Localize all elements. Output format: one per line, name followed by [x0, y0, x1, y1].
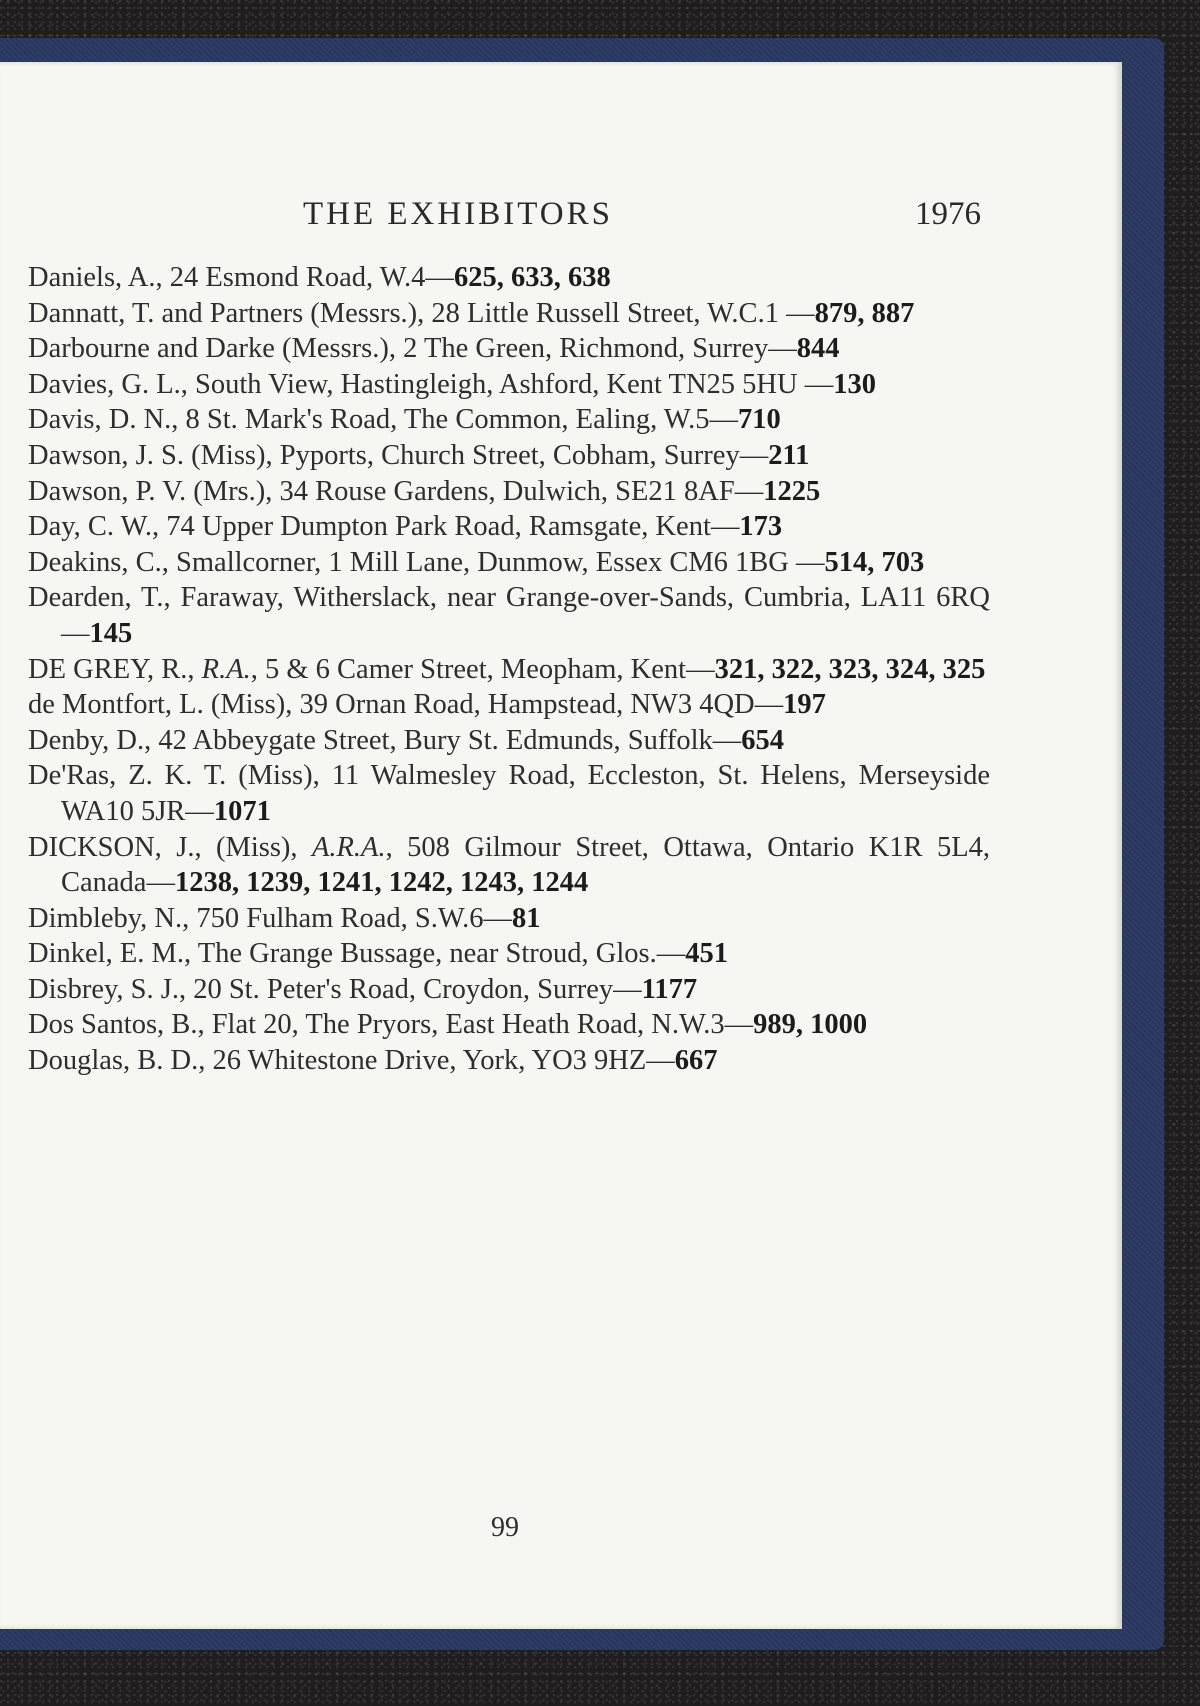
running-head-year: 1976 — [915, 196, 981, 232]
exhibit-numbers: 844 — [796, 333, 840, 365]
exhibit-numbers: 81 — [511, 902, 541, 934]
exhibitor-address: 20 St. Peter's Road, Croydon, Surrey— — [186, 973, 642, 1005]
exhibitor-name: de Montfort, L. (Miss), — [28, 689, 293, 721]
exhibitor-entry — [28, 758, 990, 829]
exhibit-numbers: 451 — [685, 938, 728, 970]
exhibitor-name: Dimbleby, N., — [28, 902, 190, 934]
exhibitor-name: Dawson, J. S. (Miss), — [28, 439, 273, 471]
exhibitor-name: Day, C. W., — [28, 511, 160, 543]
exhibitor-name: Dearden, T., — [28, 582, 171, 614]
exhibit-numbers: 1071 — [213, 795, 271, 827]
exhibitor-name: Dannatt, T. and Partners (Messrs.), — [28, 297, 425, 329]
exhibitor-name: Daniels, A., — [28, 262, 163, 293]
exhibitor-entry — [28, 901, 990, 937]
exhibitor-entry — [28, 687, 990, 723]
exhibitor-address: 39 Ornan Road, Hampstead, NW3 4QD— — [292, 689, 784, 721]
exhibitor-entry — [28, 1043, 990, 1079]
exhibitor-entry — [28, 723, 990, 759]
exhibitor-address: 2 The Green, Richmond, Surrey— — [396, 333, 797, 365]
running-head — [0, 196, 1122, 246]
exhibitor-entry — [28, 402, 990, 438]
exhibitor-name: Dos Santos, B., — [28, 1009, 205, 1041]
exhibitor-address: 74 Upper Dumpton Park Road, Ramsgate, Kent— — [159, 511, 740, 543]
exhibit-numbers: 197 — [783, 689, 826, 721]
exhibitor-name: Davies, G. L., — [28, 368, 188, 400]
exhibitor-entry — [28, 830, 990, 901]
exhibit-numbers: 321, 322, 323, 324, 325 — [714, 653, 986, 685]
exhibitor-name: Douglas, B. D., — [28, 1045, 206, 1077]
exhibitor-address: , 508 Gilmour Street, Ottawa, Ontario K1R 5L4, Canada— — [61, 831, 990, 899]
exhibitor-address: South View, Hastingleigh, Ashford, Kent TN25 5HU — — [187, 368, 834, 400]
exhibitor-address: The Grange Bussage, near Stroud, Glos.— — [191, 938, 686, 970]
exhibitor-entry — [28, 936, 990, 972]
exhibitor-address: 11 Walmesley Road, Eccleston, St. Helens, Merseyside WA10 5JR— — [61, 760, 990, 827]
exhibitor-address: 28 Little Russell Street, W.C.1 — — [424, 297, 815, 329]
exhibitor-name: Deakins, C., — [28, 546, 169, 578]
exhibitor-address: Pyports, Church Street, Cobham, Surrey— — [272, 439, 769, 471]
exhibit-numbers: 667 — [674, 1045, 718, 1077]
exhibitor-address: 42 Abbeygate Street, Bury St. Edmunds, Suffolk— — [151, 724, 742, 756]
exhibitor-entry — [28, 367, 990, 403]
exhibit-numbers: 514, 703 — [824, 546, 925, 578]
exhibitor-address: 750 Fulham Road, S.W.6— — [189, 902, 512, 934]
exhibitor-entry — [28, 474, 990, 510]
exhibitor-list — [28, 260, 990, 1079]
exhibitor-name: Darbourne and Darke (Messrs.), — [28, 333, 396, 365]
exhibit-numbers: 625, 633, 638 — [453, 262, 611, 293]
exhibit-numbers: 1238, 1239, 1241, 1242, 1243, 1244 — [174, 867, 589, 899]
exhibitor-entry — [28, 296, 990, 332]
exhibit-numbers: 654 — [741, 724, 784, 756]
exhibitor-name: De'Ras, Z. K. T. (Miss), — [28, 760, 320, 792]
exhibitor-address: , 5 & 6 Camer Street, Meopham, Kent— — [250, 653, 715, 685]
exhibitor-address: 26 Whitestone Drive, York, YO3 9HZ— — [205, 1045, 675, 1077]
exhibit-numbers: 211 — [768, 439, 810, 471]
exhibitor-name: Disbrey, S. J., — [28, 973, 187, 1005]
exhibitor-address: 8 St. Mark's Road, The Common, Ealing, W.5— — [178, 404, 738, 436]
exhibitor-entry — [28, 580, 990, 651]
exhibit-numbers: 130 — [833, 368, 876, 400]
exhibitor-entry — [28, 972, 990, 1008]
exhibitor-entry — [28, 1007, 990, 1043]
book-page — [0, 62, 1122, 1629]
exhibitor-title: A.R.A. — [311, 831, 386, 863]
exhibitor-entry — [28, 545, 990, 581]
exhibitor-entry — [28, 331, 990, 367]
exhibit-numbers: 879, 887 — [814, 297, 915, 329]
exhibitor-name: Dinkel, E. M., — [28, 938, 192, 970]
exhibitor-name: Dawson, P. V. (Mrs.), — [28, 475, 273, 507]
exhibitor-entry — [28, 652, 990, 688]
exhibit-numbers: 1225 — [763, 475, 821, 507]
exhibitor-address: 24 Esmond Road, W.4— — [162, 262, 454, 293]
exhibitor-name: DICKSON, J., (Miss), — [28, 831, 298, 863]
exhibitor-name: Davis, D. N., — [28, 404, 179, 436]
exhibitor-entry — [28, 260, 990, 296]
exhibitor-name: Denby, D., — [28, 724, 152, 756]
exhibit-numbers: 989, 1000 — [753, 1009, 868, 1041]
running-head-title: THE EXHIBITORS — [303, 196, 613, 232]
exhibitor-address: Flat 20, The Pryors, East Heath Road, N.W.3— — [204, 1009, 754, 1041]
exhibitor-address: 34 Rouse Gardens, Dulwich, SE21 8AF— — [272, 475, 764, 507]
exhibitor-entry — [28, 509, 990, 545]
exhibitor-entry — [28, 438, 990, 474]
exhibit-numbers: 173 — [739, 511, 783, 543]
exhibitor-address: Faraway, Witherslack, near Grange-over-Sands, Cumbria, LA11 6RQ— — [61, 582, 990, 649]
exhibit-numbers: 710 — [737, 404, 781, 436]
exhibit-numbers: 145 — [89, 617, 133, 649]
exhibitor-title: R.A. — [201, 653, 251, 685]
exhibitor-name: DE GREY, R., — [28, 653, 195, 685]
exhibit-numbers: 1177 — [641, 973, 698, 1005]
page-number: 99 — [491, 1512, 519, 1543]
exhibitor-address: Smallcorner, 1 Mill Lane, Dunmow, Essex CM6 1BG — — [168, 546, 825, 578]
